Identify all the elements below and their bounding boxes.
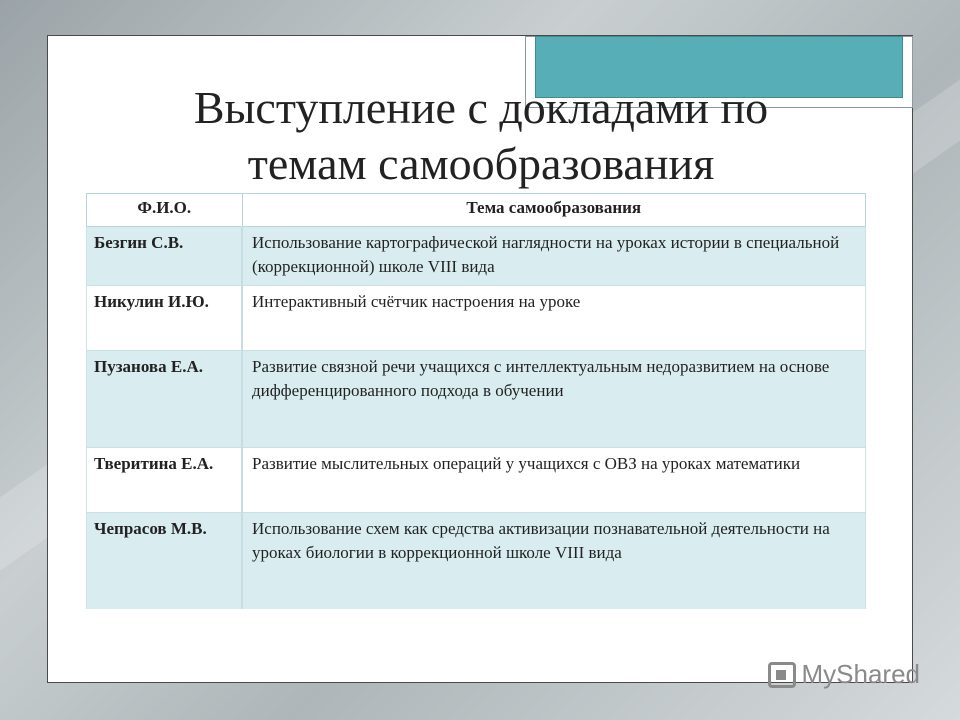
row-topic: Интерактивный счётчик настроения на уроке xyxy=(242,286,866,351)
table-row xyxy=(87,227,866,286)
header-name: Ф.И.О. xyxy=(87,194,243,227)
row-name: Безгин С.В. xyxy=(87,227,243,286)
row-name: Тверитина Е.А. xyxy=(87,448,243,513)
table-row xyxy=(87,351,866,448)
row-topic: Использование схем как средства активизации познавательной деятельности на уроках биологии в коррекционной школе VIII вида xyxy=(242,513,866,610)
myshared-logo-icon xyxy=(768,662,796,688)
table-header-row xyxy=(87,194,866,227)
row-topic: Развитие мыслительных операций у учащихся с ОВЗ на уроках математики xyxy=(242,448,866,513)
slide-title-line-1: Выступление с докладами по xyxy=(193,82,769,133)
self-education-table xyxy=(86,193,866,609)
row-name: Чепрасов М.В. xyxy=(87,513,243,610)
header-topic: Тема самообразования xyxy=(242,194,866,227)
slide-title xyxy=(48,80,914,192)
table-row xyxy=(87,513,866,610)
table-row xyxy=(87,286,866,351)
table-row xyxy=(87,448,866,513)
row-name: Пузанова Е.А. xyxy=(87,351,243,448)
slide-title-line-2: темам самообразования xyxy=(247,138,715,189)
row-topic: Развитие связной речи учащихся с интеллектуальным недоразвитием на основе дифференцированного подхода в обучении xyxy=(242,351,866,448)
row-topic: Использование картографической наглядности на уроках истории в специальной (коррекционной) школе VIII вида xyxy=(242,227,866,286)
watermark xyxy=(768,659,921,690)
row-name: Никулин И.Ю. xyxy=(87,286,243,351)
watermark-text: MyShared xyxy=(801,659,920,689)
